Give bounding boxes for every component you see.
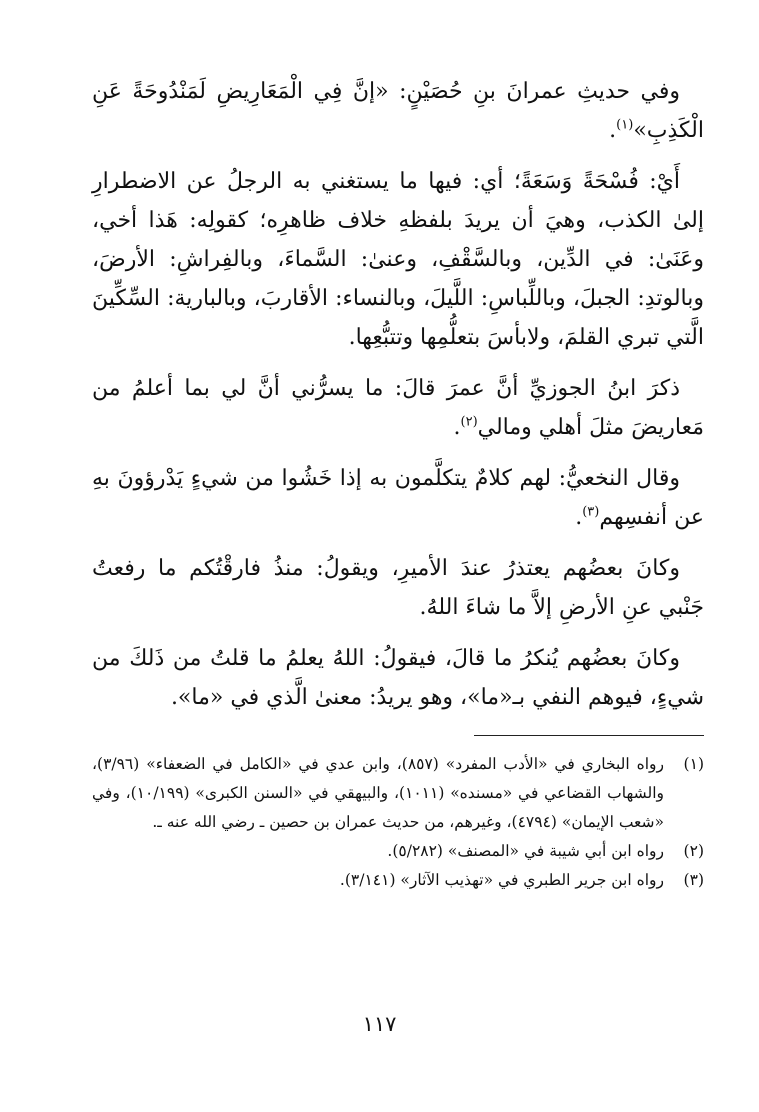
footnote-item <box>92 866 704 895</box>
paragraph-tail: . <box>609 118 617 143</box>
paragraph-text: وقال النخعيُّ: لهم كلامٌ يتكلَّمون به إذا خَشُوا من شيءٍ يَدْرؤونَ بهِ عن أنفسِهم <box>92 466 704 530</box>
book-page <box>92 72 704 1072</box>
paragraph-ibn-jawzi <box>92 369 704 447</box>
footnote-item <box>92 837 704 866</box>
paragraph-denial <box>92 639 704 717</box>
paragraph-text: أَيْ: فُسْحَةً وَسَعَةً؛ أي: فيها ما يستغني به الرجلُ عن الاضطرارِ إلىٰ الكذب، وهيَ أن يريدَ بلفظهِ خلاف ظاهرِه؛ كقولِه: هَذا أخي، وعَنَىٰ: في الدِّين، وبالسَّقْفِ، وعنىٰ: السَّماءَ، وبالفِراشِ: الأرضَ، وبالوتدِ: الجبلَ، وباللِّباسِ: اللَّيلَ، وبالنساء: الأقاربَ، وبالبارية: السِّكِّينَ الَّتي تبري القلمَ، ولابأسَ بتعلُّمِها وتتبُّعِها. <box>92 169 704 350</box>
footnote-text: رواه ابن جرير الطبري في «تهذيب الآثار» (٣/١٤١). <box>339 871 664 889</box>
footnote-divider <box>474 735 704 736</box>
footnote-text: رواه ابن أبي شيبة في «المصنف» (٥/٢٨٢). <box>387 842 664 860</box>
paragraph-text: وكانَ بعضُهم يعتذرُ عندَ الأميرِ، ويقولُ: منذُ فارقْتُكم ما رفعتُ جَنْبي عنِ الأرضِ إلاَّ ما شاءَ اللهُ. <box>92 556 704 620</box>
paragraph-tail: . <box>575 505 583 530</box>
paragraph-explanation <box>92 162 704 357</box>
footnotes <box>92 750 704 895</box>
footnote-item <box>92 750 704 837</box>
footnote-number: (٣) <box>683 871 704 889</box>
footnote-number: (١) <box>683 755 704 773</box>
paragraph-text: وكانَ بعضُهم يُنكرُ ما قالَ، فيقولُ: اللهُ يعلمُ ما قلتُ من ذَلكَ من شيءٍ، فيوهم النفي بـ«ما»، وهو يريدُ: معنىٰ الَّذي في «ما». <box>92 646 704 710</box>
paragraph-emir-excuse <box>92 549 704 627</box>
paragraph-text: وفي حديثِ عمرانَ بنِ حُصَيْنٍ: «إنَّ فِي الْمَعَارِيضِ لَمَنْدُوحَةً عَنِ الْكَذِبِ» <box>92 79 704 143</box>
paragraph-tail: . <box>453 415 461 440</box>
paragraph-text: ذكرَ ابنُ الجوزيِّ أنَّ عمرَ قالَ: ما يسرُّني أنَّ لي بما أعلمُ من مَعاريضَ مثلَ أهلي ومالي <box>92 376 704 440</box>
footnote-ref-3: (٣) <box>582 504 600 520</box>
page-number: ١١٧ <box>362 1012 397 1036</box>
footnote-ref-2: (٢) <box>460 414 478 430</box>
footnote-ref-1: (١) <box>616 117 634 133</box>
paragraph-nakhai <box>92 459 704 537</box>
footnote-number: (٢) <box>683 842 704 860</box>
paragraph-imran-hadith <box>92 72 704 150</box>
footnote-text: رواه البخاري في «الأدب المفرد» (٨٥٧)، وابن عدي في «الكامل في الضعفاء» (٣/٩٦)، والشهاب القضاعي في «مسنده» (١٠١١)، والبيهقي في «السنن الكبرى» (١٠/١٩٩)، وفي «شعب الإيمان» (٤٧٩٤)، وغيرهم، من حديث عمران بن حصين ـ رضي الله عنه ـ. <box>92 755 664 831</box>
